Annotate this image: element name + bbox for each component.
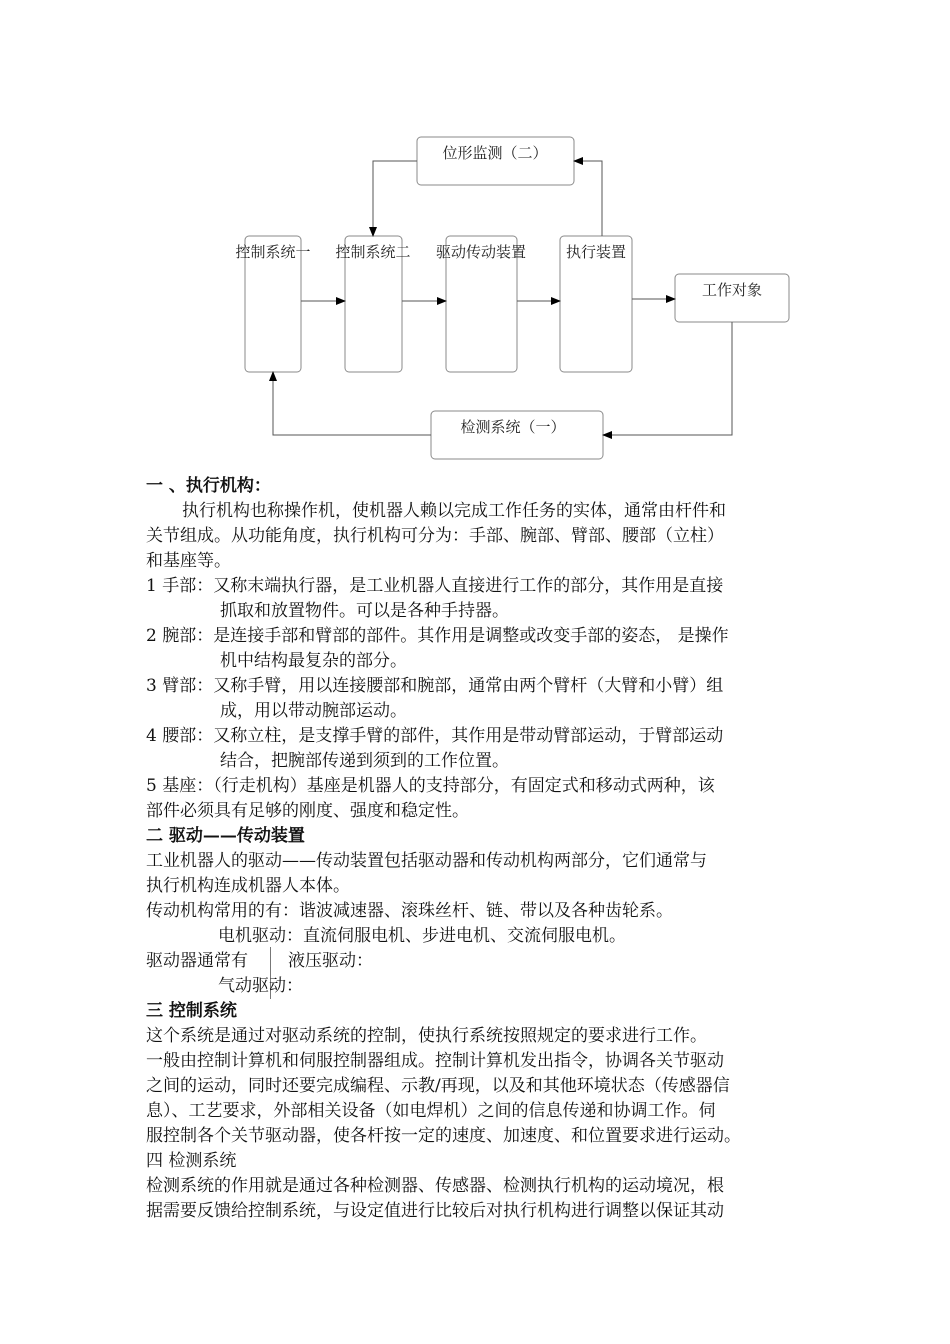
driver-common-label: 驱动器通常有: [146, 951, 248, 971]
list-item-label: 1 手部：: [146, 576, 214, 596]
driver-common-row: [146, 949, 816, 974]
arrow-actuator-to-monitor: [574, 161, 602, 236]
driver-motor-row: [146, 924, 816, 949]
arrow-detection-to-ctrl1: [273, 372, 431, 435]
list-item-text: 又称末端执行器，是工业机器人直接进行工作的部分，其作用是直接: [213, 576, 724, 596]
document-body: [146, 474, 816, 1224]
list-item-continuation: 抓取和放置物件。可以是各种手持器。: [220, 601, 509, 621]
section-4-title: 四 检测系统: [146, 1151, 237, 1171]
list-item-base: 5 基座：（行走机构）基座是机器人的支持部分，有固定式和移动式两种，该: [146, 776, 715, 796]
paragraph-line: 这个系统是通过对驱动系统的控制，使执行系统按照规定的要求进行工作。: [146, 1026, 707, 1046]
list-item-continuation: 成，用以带动腕部运动。: [220, 701, 407, 721]
paragraph-line: 检测系统的作用就是通过各种检测器、传感器、检测执行机构的运动境况，根: [146, 1176, 724, 1196]
paragraph-line: 执行机构也称操作机，使机器人赖以完成工作任务的实体，通常由杆件和: [182, 501, 726, 521]
list-item-label: 4 腰部：: [146, 726, 214, 746]
control-system-2-label: 控制系统二: [335, 243, 411, 261]
actuator-label: 执行装置: [565, 243, 627, 261]
driver-pneumatic-row: [146, 974, 816, 999]
list-item-text: 又称手臂，用以连接腰部和腕部，通常由两个臂杆（大臂和小臂）组: [213, 676, 724, 696]
section-2-title: 二 驱动——传动装置: [146, 826, 305, 846]
list-item-label: 3 臂部：: [146, 676, 214, 696]
list-item-hand: [146, 574, 816, 599]
list-item-waist: [146, 724, 816, 749]
control-flow-diagram: [0, 0, 950, 470]
driver-pneumatic-text: 气动驱动：: [218, 976, 303, 996]
paragraph-line: 传动机构常用的有：谐波减速器、滚珠丝杆、链、带以及各种齿轮系。: [146, 901, 673, 921]
list-item-continuation: 结合，把腕部传递到须到的工作位置。: [220, 751, 509, 771]
work-object-label: 工作对象: [701, 281, 763, 299]
driver-motor-text: 电机驱动：直流伺服电机、步进电机、交流伺服电机。: [218, 926, 626, 946]
paragraph-line: 工业机器人的驱动——传动装置包括驱动器和传动机构两部分，它们通常与: [146, 851, 707, 871]
paragraph-line: 关节组成。从功能角度，执行机构可分为：手部、腕部、臂部、腰部（立柱）: [146, 526, 724, 546]
paragraph-line: 执行机构连成机器人本体。: [146, 876, 350, 896]
drive-transmission-label: 驱动传动装置: [435, 243, 527, 261]
paragraph-line: 之间的运动，同时还要完成编程、示教/再现，以及和其他环境状态（传感器信: [146, 1076, 730, 1096]
section-1-title: 一 、执行机构：: [146, 476, 271, 496]
paragraph-line: 部件必须具有足够的刚度、强度和稳定性。: [146, 801, 469, 821]
control-system-1-label: 控制系统一: [235, 243, 311, 261]
paragraph-line: 息）、工艺要求，外部相关设备（如电焊机）之间的信息传递和协调工作。伺: [146, 1101, 716, 1121]
paragraph-line: 服控制各个关节驱动器，使各杆按一定的速度、加速度、和位置要求进行运动。: [146, 1126, 741, 1146]
list-item-text: 是连接手部和臂部的部件。其作用是调整或改变手部的姿态， 是操作: [213, 626, 729, 646]
paragraph-line: 据需要反馈给控制系统，与设定值进行比较后对执行机构进行调整以保证其动: [146, 1201, 724, 1221]
list-item-label: 2 腕部：: [146, 626, 214, 646]
list-item-wrist: [146, 624, 816, 649]
detection-system-label: 检测系统（一）: [460, 418, 566, 436]
arrow-monitor-to-ctrl2: [373, 161, 417, 236]
driver-hydraulic-text: 液压驱动：: [288, 951, 373, 971]
paragraph-line: 一般由控制计算机和伺服控制器组成。控制计算机发出指令，协调各关节驱动: [146, 1051, 724, 1071]
section-3-title: 三 控制系统: [146, 1001, 237, 1021]
list-item-arm: [146, 674, 816, 699]
list-item-text: 又称立柱，是支撑手臂的部件，其作用是带动臂部运动，于臂部运动: [213, 726, 724, 746]
position-monitor-label: 位形监测（二）: [442, 144, 548, 162]
paragraph-line: 和基座等。: [146, 551, 231, 571]
list-item-continuation: 机中结构最复杂的部分。: [220, 651, 407, 671]
